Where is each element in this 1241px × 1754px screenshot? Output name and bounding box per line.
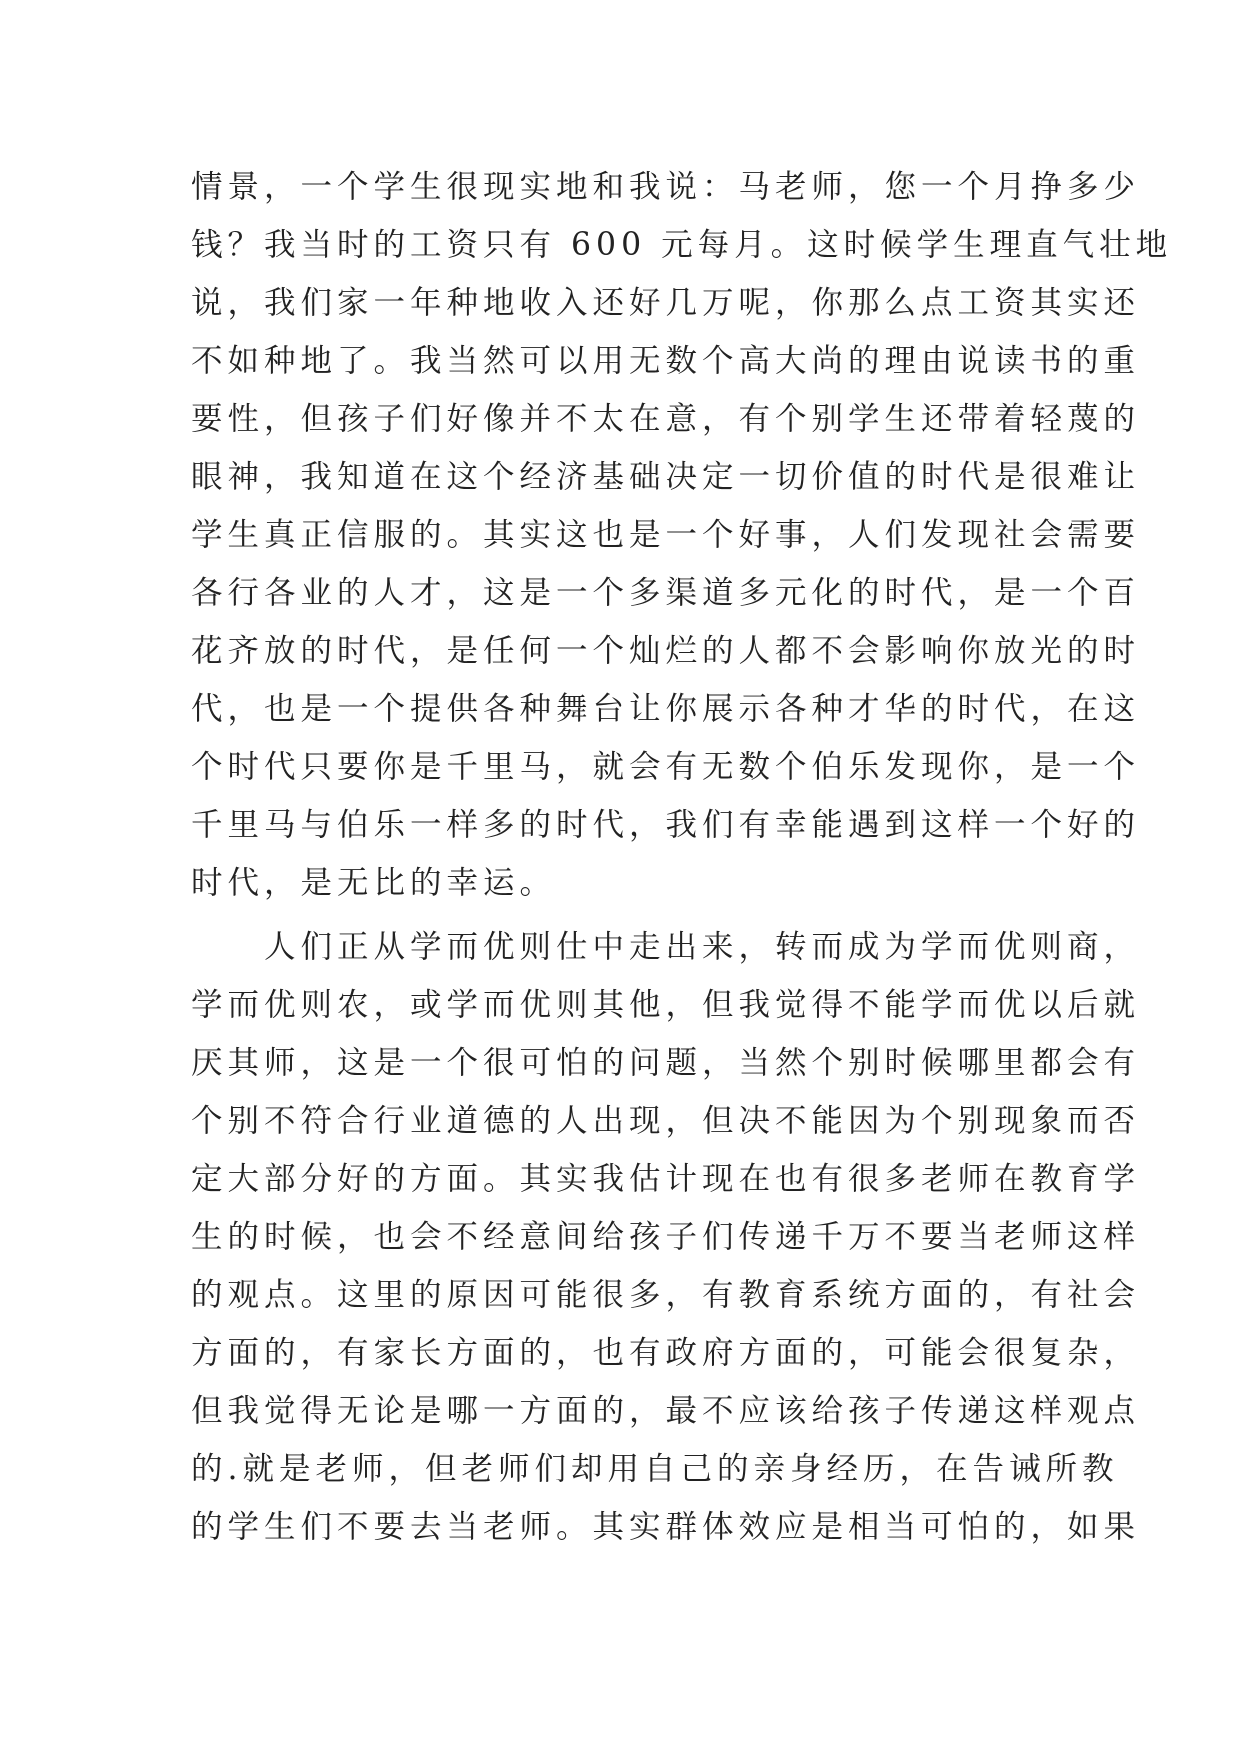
text-line: 学生真正信服的。其实这也是一个好事，人们发现社会需要 — [191, 517, 1141, 553]
text-line: 定大部分好的方面。其实我估计现在也有很多老师在教育学 — [191, 1161, 1141, 1197]
text-line: 要性，但孩子们好像并不太在意，有个别学生还带着轻蔑的 — [191, 401, 1141, 437]
text-line: 说，我们家一年种地收入还好几万呢，你那么点工资其实还 — [191, 285, 1141, 321]
text-line: 各行各业的人才，这是一个多渠道多元化的时代，是一个百 — [191, 575, 1141, 611]
text-line: 钱？我当时的工资只有 600 元每月。这时候学生理直气壮地 — [191, 227, 1173, 263]
text-line: 时代，是无比的幸运。 — [191, 865, 557, 901]
text-line: 代，也是一个提供各种舞台让你展示各种才华的时代，在这 — [191, 691, 1141, 727]
text-line: 花齐放的时代，是任何一个灿烂的人都不会影响你放光的时 — [191, 633, 1141, 669]
text-line: 眼神，我知道在这个经济基础决定一切价值的时代是很难让 — [191, 459, 1141, 495]
text-line: 个时代只要你是千里马，就会有无数个伯乐发现你，是一个 — [191, 749, 1141, 785]
text-line: 情景，一个学生很现实地和我说：马老师，您一个月挣多少 — [191, 169, 1141, 205]
text-line: 不如种地了。我当然可以用无数个高大尚的理由说读书的重 — [191, 343, 1141, 379]
text-line: 个别不符合行业道德的人出现，但决不能因为个别现象而否 — [191, 1103, 1141, 1139]
text-line: 但我觉得无论是哪一方面的，最不应该给孩子传递这样观点 — [191, 1393, 1141, 1429]
text-line: 学而优则农，或学而优则其他，但我觉得不能学而优以后就 — [191, 987, 1141, 1023]
text-line: 生的时候，也会不经意间给孩子们传递千万不要当老师这样 — [191, 1219, 1141, 1255]
text-line: 厌其师，这是一个很可怕的问题，当然个别时候哪里都会有 — [191, 1045, 1141, 1081]
paragraph-1 — [191, 158, 1173, 912]
text-line: 方面的，有家长方面的，也有政府方面的，可能会很复杂， — [191, 1335, 1141, 1371]
paragraph-2 — [191, 918, 1141, 1556]
text-line: 人们正从学而优则仕中走出来，转而成为学而优则商， — [191, 929, 1141, 965]
text-line: 的观点。这里的原因可能很多，有教育系统方面的，有社会 — [191, 1277, 1141, 1313]
document-page — [191, 158, 1173, 1556]
text-line: 千里马与伯乐一样多的时代，我们有幸能遇到这样一个好的 — [191, 807, 1141, 843]
text-line: 的.就是老师，但老师们却用自己的亲身经历，在告诫所教 — [191, 1451, 1119, 1487]
text-line: 的学生们不要去当老师。其实群体效应是相当可怕的，如果 — [191, 1509, 1141, 1545]
